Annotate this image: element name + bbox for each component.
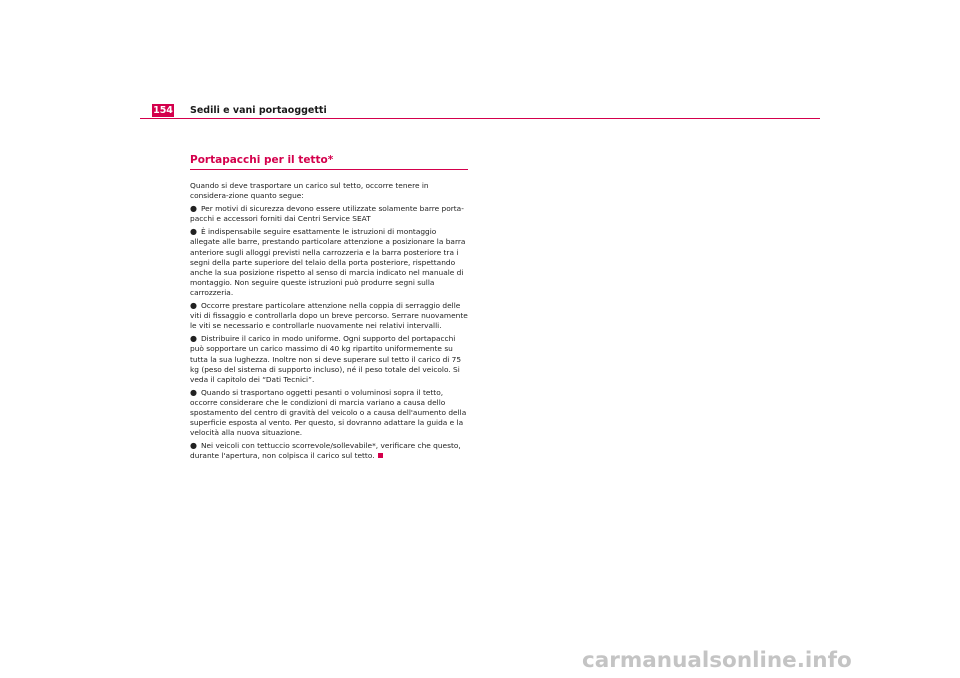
- list-item: [190, 227, 468, 298]
- section-end-icon: [378, 453, 383, 458]
- chapter-title: Sedili e vani portaoggetti: [190, 105, 327, 116]
- bullet-icon: ●: [190, 387, 197, 397]
- bullet-icon: ●: [190, 441, 197, 451]
- bullet-icon: ●: [190, 227, 197, 237]
- watermark: carmanualsonline.info: [582, 648, 852, 673]
- section-title: Portapacchi per il tetto*: [190, 153, 468, 170]
- list-item-text: È indispensabile seguire esattamente le istruzioni di montaggio allegate alle barre, prestando particolare attenzione a posizionare la barra anteriore sugli alloggi previsti nella carrozzeria e la barra posteriore tra i segni della parte superiore del telaio della porta posteriore, rispettando anche la sua posizione rispetto al senso di marcia indicato nel manuale di montaggio. Non seguire queste istruzioni può produrre segni sulla carrozzeria.: [190, 227, 466, 297]
- list-item-text: Occorre prestare particolare attenzione nella coppia di serraggio delle viti di fissaggio e controllarla dopo un breve percorso. Serrare nuovamente le viti se necessario e controllarle nuovamente nei relativi intervalli.: [190, 301, 468, 331]
- bullet-icon: ●: [190, 204, 197, 214]
- list-item-text: Distribuire il carico in modo uniforme. Ogni supporto del portapacchi può sopportare un carico massimo di 40 kg ripartito uniformemente su tutta la sua lughezza. Inoltre non si deve superare sul tetto il carico di 75 kg (peso del sistema di supporto incluso), né il peso totale del veicolo. Si veda il capitolo dei “Dati Tecnici”.: [190, 334, 462, 384]
- bullet-icon: ●: [190, 301, 197, 311]
- list-item-text: Quando si trasportano oggetti pesanti o voluminosi sopra il tetto, occorre considerare che le condizioni di marcia variano a causa dello spostamento del centro di gravità del veicolo o a causa dell'aumento della superficie esposta al vento. Per questo, si dovranno adattare la guida e la velocità alla nuova situazione.: [190, 387, 467, 438]
- list-item: [190, 441, 468, 461]
- list-item: [190, 334, 468, 384]
- list-item-text: Nei veicoli con tettuccio scorrevole/sollevabile*, verificare che questo, durante l'apertura, non colpisca il carico sul tetto.: [190, 441, 461, 461]
- list-item: [190, 388, 468, 438]
- roof-rack-section: [190, 153, 468, 461]
- bullet-icon: ●: [190, 334, 197, 344]
- list-item: [190, 204, 468, 224]
- bullet-list: [190, 204, 468, 461]
- list-item-text: Per motivi di sicurezza devono essere utilizzate solamente barre porta-pacchi e accessori forniti dai Centri Service SEAT: [190, 204, 464, 224]
- page-number: 154: [153, 105, 173, 116]
- intro-paragraph: Quando si deve trasportare un carico sul tetto, occorre tenere in considera-zione quanto segue:: [190, 181, 429, 201]
- list-item: [190, 301, 468, 331]
- header-divider: [140, 118, 820, 119]
